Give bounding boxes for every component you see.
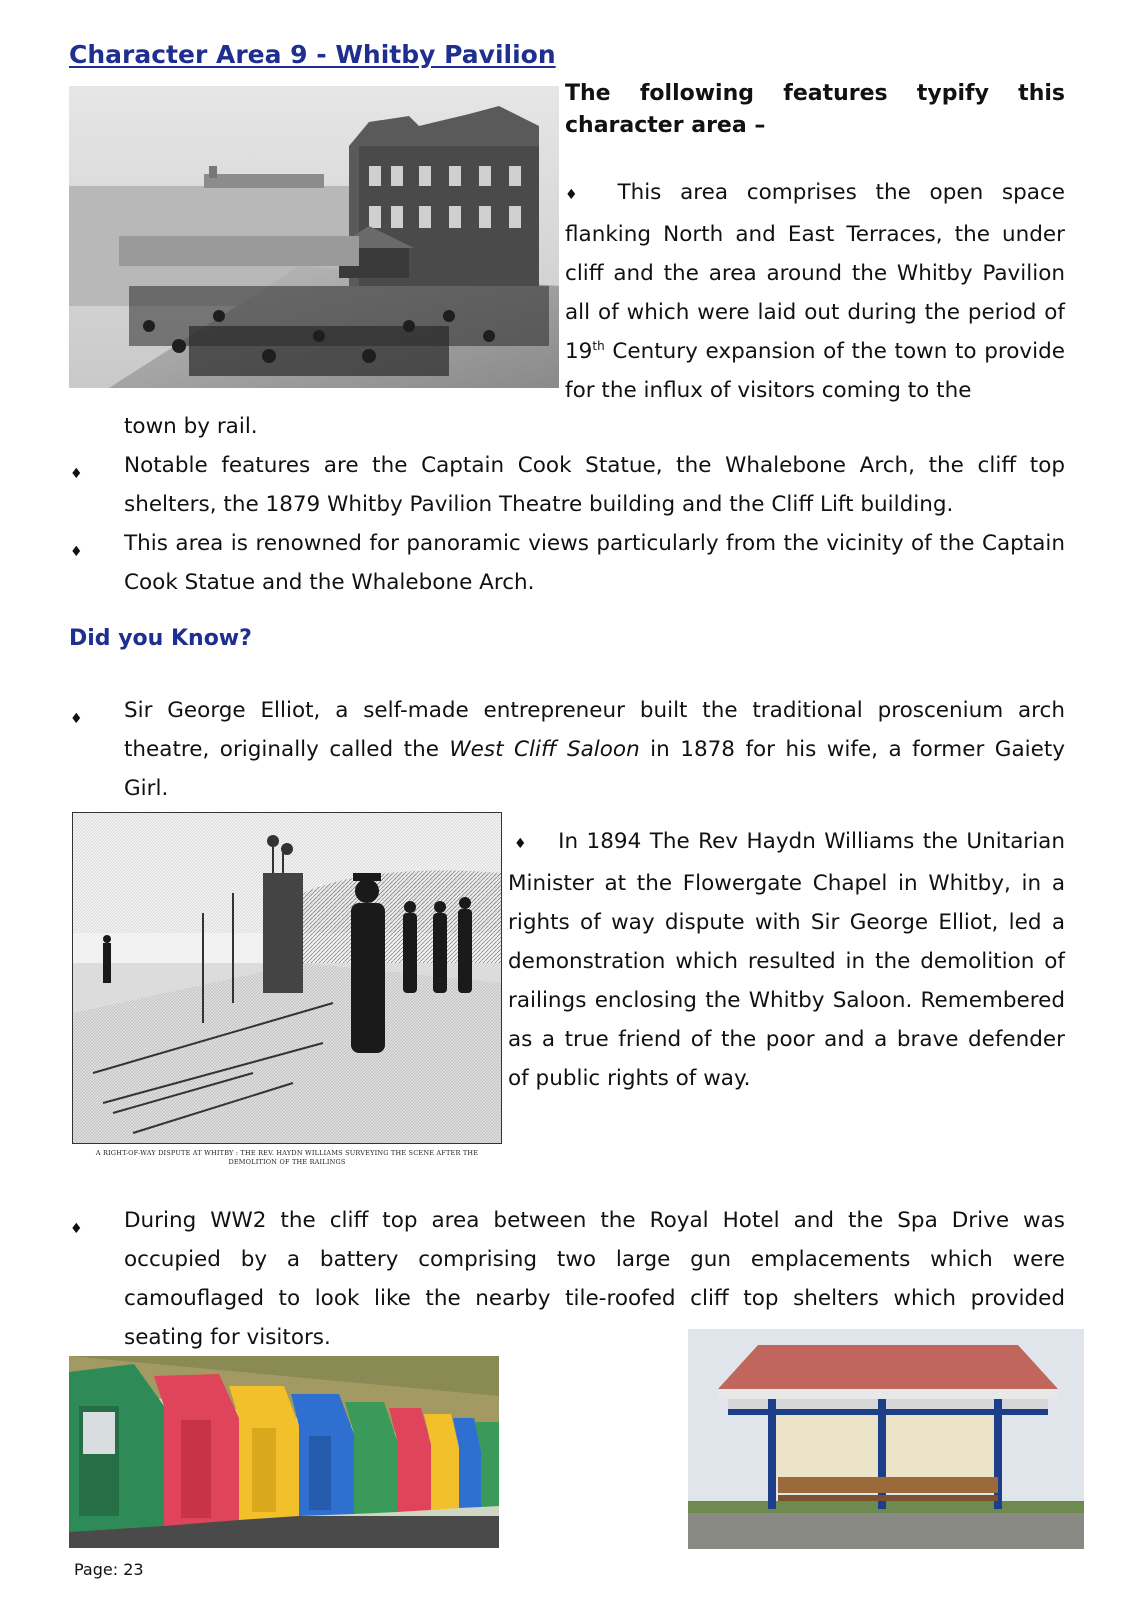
did-you-know-heading: Did you Know? — [69, 626, 252, 651]
did-you-know-item-2-text: In 1894 The Rev Haydn Williams the Unitarian Minister at the Flowergate Chapel in Whitby, in a rights of way dispute with Sir George Elliot, led a demonstration which resulted in the demolition of railings enclosing the Whitby Saloon. Remembered as a true friend of the poor and a brave defender of public rights of way. — [508, 829, 1065, 1091]
feature-item-1-continuation: town by rail. — [124, 414, 258, 439]
bullet-icon: ♦ — [70, 711, 83, 727]
cliff-top-shelter-photo — [688, 1329, 1084, 1549]
did-you-know-item-3: During WW2 the cliff top area between the Royal Hotel and the Spa Drive was occupied by a battery comprising two large gun emplacements which were camouflaged to look like the nearby tile-roofed cliff top shelters which provided seating for visitors. — [124, 1208, 1065, 1350]
feature-item-3: This area is renowned for panoramic views particularly from the vicinity of the Captain Cook Statue and the Whalebone Arch. — [124, 531, 1065, 595]
bullet-icon: ♦ — [70, 1221, 83, 1237]
saloon-name: West Cliff Saloon — [449, 737, 640, 762]
bullet-icon: ♦ — [70, 466, 83, 482]
engraving-illustration — [72, 812, 502, 1144]
feature-item-1-text: This area comprises the open space flanking North and East Terraces, the under cliff and the area around the Whitby Pavilion all of which were laid out during the period of 19 — [565, 180, 1065, 364]
did-you-know-item-1 — [124, 691, 1065, 808]
feature-item-1 — [565, 173, 1065, 410]
bullet-icon: ♦ — [70, 544, 83, 560]
did-you-know-item-1-text: Sir George Elliot, a self-made entrepreneur built the traditional proscenium arch theatre, originally called the — [124, 698, 1065, 762]
intro-heading: The following features typify this character area – — [565, 81, 1065, 138]
did-you-know-item-2 — [508, 822, 1065, 1098]
feature-item-1-superscript: th — [592, 338, 605, 353]
bullet-icon: ♦ — [514, 836, 529, 852]
bullet-icon: ♦ — [565, 187, 590, 203]
historic-pavilion-photo — [69, 86, 559, 388]
feature-item-1-text-end: Century expansion of the town to provide for the influx of visitors coming to the — [565, 339, 1065, 403]
did-you-know-item-1-text-end: in 1878 for his wife, a former Gaiety Girl. — [124, 737, 1065, 801]
page-number: Page: 23 — [74, 1560, 144, 1579]
feature-item-2: Notable features are the Captain Cook Statue, the Whalebone Arch, the cliff top shelters, the 1879 Whitby Pavilion Theatre building and the Cliff Lift building. — [124, 453, 1065, 517]
page-title: Character Area 9 - Whitby Pavilion — [69, 40, 556, 69]
beach-huts-photo — [69, 1356, 499, 1548]
illustration-caption: A RIGHT-OF-WAY DISPUTE AT WHITBY : THE REV. HAYDN WILLIAMS SURVEYING THE SCENE AFTER THE DEMOLITION OF THE RAILINGS — [95, 1149, 479, 1166]
